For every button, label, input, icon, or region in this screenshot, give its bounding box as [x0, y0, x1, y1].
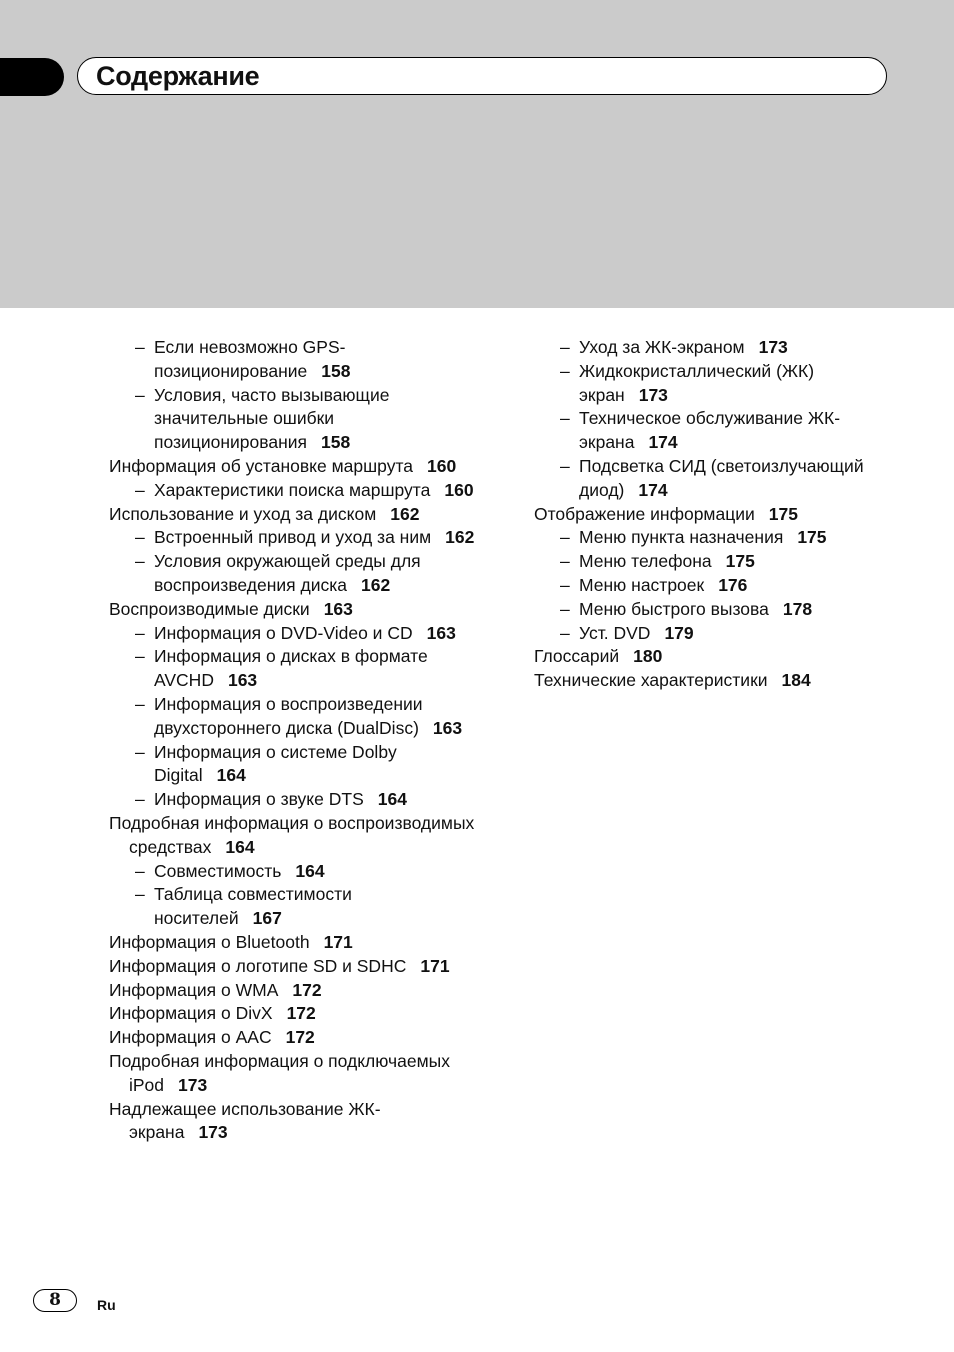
toc-subentry: [560, 360, 894, 408]
toc-page-number: 175: [725, 551, 755, 572]
toc-subentry: [135, 883, 479, 931]
dash-bullet: –: [135, 384, 145, 405]
toc-entry-text: Информация о DivX: [109, 1003, 273, 1024]
toc-entry-text: Подробная информация о воспроизводимых средствах: [109, 812, 475, 857]
toc-entry: [534, 503, 894, 527]
toc-entry-text: Информация о WMA: [109, 979, 279, 1000]
toc-entry-text: Использование и уход за диском: [109, 503, 377, 524]
toc-page-number: 172: [292, 979, 322, 1000]
toc-entry-text: Техническое обслуживание ЖК-экрана: [579, 408, 841, 453]
toc-page-number: 164: [216, 765, 246, 786]
toc-page-number: 179: [664, 622, 694, 643]
toc-page-number: 178: [782, 598, 813, 619]
toc-subentry: [560, 526, 894, 550]
header-band: [0, 0, 954, 308]
toc-page-number: 172: [285, 1027, 315, 1048]
toc-page-number: 171: [323, 931, 353, 952]
toc-page-number: 163: [426, 622, 456, 643]
toc-subentry: [135, 526, 479, 550]
toc-entry: [534, 645, 894, 669]
toc-entry: [109, 931, 479, 955]
toc-subentry: [135, 788, 479, 812]
page-title: Содержание: [96, 61, 260, 91]
toc-entry: [109, 1098, 479, 1146]
toc-page-number: 163: [432, 717, 463, 738]
toc-entry-text: Совместимость: [154, 860, 282, 881]
toc-subentry: [560, 407, 894, 455]
toc-subentry: [560, 574, 894, 598]
toc-subentry: [135, 860, 479, 884]
dash-bullet: –: [135, 646, 145, 667]
toc-page-number: 171: [420, 955, 450, 976]
dash-bullet: –: [135, 551, 145, 572]
dash-bullet: –: [135, 741, 145, 762]
dash-bullet: –: [135, 337, 145, 357]
toc-page-number: 173: [758, 337, 788, 357]
dash-bullet: –: [560, 622, 570, 643]
dash-bullet: –: [135, 789, 145, 810]
toc-page-number: 158: [321, 360, 351, 381]
toc-entry-text: Условия, часто вызывающие значительные ошибки позиционирования: [154, 384, 390, 453]
toc-entry-text: Отображение информации: [534, 503, 755, 524]
dash-bullet: –: [560, 455, 570, 476]
dash-bullet: –: [135, 622, 145, 643]
toc-subentry: [135, 479, 479, 503]
toc-subentry: [560, 598, 894, 622]
toc-entry-text: Информация о дисках в формате AVCHD: [154, 646, 428, 691]
dash-bullet: –: [560, 551, 570, 572]
toc-entry: [109, 955, 479, 979]
toc-entry-text: Таблица совместимости носителей: [154, 884, 352, 929]
toc-page-number: 172: [286, 1003, 316, 1024]
toc-entry-text: Встроенный привод и уход за ним: [154, 527, 432, 548]
toc-page-number: 167: [252, 908, 282, 929]
dash-bullet: –: [135, 527, 145, 548]
toc-subentry: [560, 455, 894, 503]
language-code: Ru: [97, 1297, 116, 1313]
toc-entry-text: Меню пункта назначения: [579, 527, 784, 548]
toc-subentry: [135, 645, 479, 693]
toc-subentry: [135, 336, 479, 384]
toc-page-number: 164: [295, 860, 325, 881]
toc-entry-text: Подробная информация о подключаемых iPod: [109, 1050, 450, 1095]
toc-entry-text: Если невозможно GPS-позиционирование: [154, 337, 346, 381]
toc-page-number: 164: [377, 789, 407, 810]
toc-page-number: 162: [361, 574, 391, 595]
toc-page-number: 158: [321, 432, 351, 453]
page-number-badge: 8: [33, 1289, 77, 1312]
dash-bullet: –: [135, 693, 145, 714]
toc-page-number: 175: [768, 503, 798, 524]
toc-entry: [109, 1026, 479, 1050]
toc-entry-text: Меню быстрого вызова: [579, 598, 769, 619]
dash-bullet: –: [135, 884, 145, 905]
dash-bullet: –: [560, 360, 570, 381]
toc-entry-text: Подсветка СИД (светоизлучающий диод): [579, 455, 864, 500]
toc-subentry: [135, 741, 479, 789]
dash-bullet: –: [135, 860, 145, 881]
toc-subentry: [135, 693, 479, 741]
dash-bullet: –: [560, 527, 570, 548]
toc-page-number: 175: [797, 527, 827, 548]
toc-entry: [109, 455, 479, 479]
toc-entry: [109, 979, 479, 1003]
toc-page-number: 173: [198, 1122, 228, 1143]
toc-page-number: 173: [178, 1074, 208, 1095]
toc-subentry: [135, 550, 479, 598]
dash-bullet: –: [560, 337, 570, 357]
dash-bullet: –: [560, 574, 570, 595]
toc-entry-text: Жидкокристаллический (ЖК) экран: [579, 360, 815, 405]
toc-entry-text: Меню телефона: [579, 551, 712, 572]
toc-entry: [109, 598, 479, 622]
toc-entry: [109, 1002, 479, 1026]
toc-page-number: 174: [648, 432, 678, 453]
toc-entry: [109, 503, 479, 527]
dash-bullet: –: [560, 408, 570, 429]
toc-page-number: 163: [323, 598, 353, 619]
toc-page-number: 184: [781, 670, 811, 691]
toc-page-number: 180: [633, 646, 663, 667]
toc-entry-text: Условия окружающей среды для воспроизведения диска: [154, 551, 421, 595]
toc-entry: [109, 812, 479, 860]
toc-entry-text: Характеристики поиска маршрута: [154, 479, 431, 500]
toc-subentry: [560, 550, 894, 574]
toc-column-right: [534, 336, 894, 693]
toc-page-number: 160: [427, 455, 457, 476]
toc-subentry: [135, 384, 479, 455]
toc-entry-text: Технические характеристики: [534, 670, 768, 691]
toc-entry-text: Информация о воспроизведении двухстороннего диска (DualDisc): [154, 693, 423, 738]
toc-subentry: [135, 622, 479, 646]
toc-column-left: [109, 336, 479, 1145]
toc-entry: [534, 669, 894, 693]
toc-page-number: 174: [638, 479, 668, 500]
header-black-tab: [0, 58, 64, 96]
toc-entry-text: Информация о системе Dolby Digital: [154, 741, 397, 786]
toc-page-number: 176: [718, 574, 748, 595]
toc-entry-text: Надлежащее использование ЖК-экрана: [109, 1098, 381, 1143]
toc-entry-text: Информация о AAC: [109, 1027, 272, 1048]
toc-page-number: 173: [638, 384, 668, 405]
toc-entry-text: Уст. DVD: [579, 622, 651, 643]
toc-entry-text: Глоссарий: [534, 646, 620, 667]
toc-entry: [109, 1050, 479, 1098]
toc-subentry: [560, 622, 894, 646]
toc-page-number: 162: [445, 527, 475, 548]
toc-subentry: [560, 336, 894, 360]
toc-entry-text: Информация о Bluetooth: [109, 931, 310, 952]
toc-entry-text: Уход за ЖК-экраном: [579, 337, 745, 357]
dash-bullet: –: [135, 479, 145, 500]
dash-bullet: –: [560, 598, 570, 619]
toc-page-number: 160: [444, 479, 474, 500]
toc-page-number: 164: [225, 836, 255, 857]
toc-entry-text: Воспроизводимые диски: [109, 598, 310, 619]
toc-page-number: 162: [390, 503, 420, 524]
toc-entry-text: Информация об установке маршрута: [109, 455, 413, 476]
toc-entry-text: Информация о DVD-Video и CD: [154, 622, 413, 643]
toc-entry-text: Информация о логотипе SD и SDHC: [109, 955, 407, 976]
toc-page-number: 163: [227, 670, 258, 691]
toc-entry-text: Информация о звуке DTS: [154, 789, 364, 810]
toc-entry-text: Меню настроек: [579, 574, 705, 595]
